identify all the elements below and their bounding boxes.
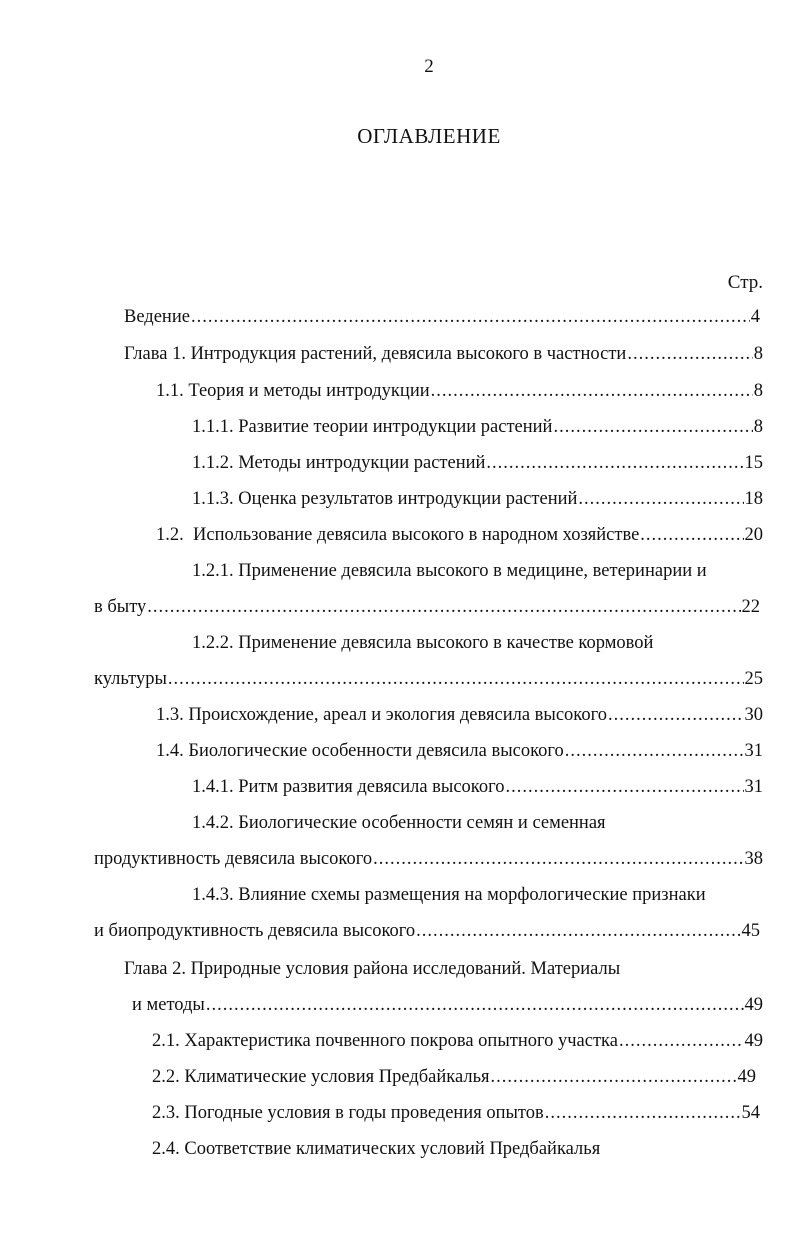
toc-entry-page: 31 — [744, 777, 763, 797]
toc-entry-page: 49 — [744, 995, 763, 1015]
toc-entry — [156, 740, 763, 762]
toc-entry — [192, 776, 763, 798]
toc-entry-page: 22 — [741, 597, 760, 617]
dot-leader — [553, 416, 752, 438]
toc-entry-page: 18 — [744, 489, 763, 509]
toc-entry — [124, 306, 760, 328]
dot-leader — [431, 380, 753, 402]
toc-entry-title: 1.4. Биологические особенности девясила высокого — [156, 741, 564, 761]
toc-entry — [192, 452, 763, 474]
toc-entry-title: Ведение — [124, 307, 190, 327]
toc-entry-title: 2.3. Погодные условия в годы проведения опытов — [152, 1103, 544, 1123]
dot-leader — [147, 596, 740, 618]
dot-leader — [168, 668, 744, 690]
dot-leader — [640, 524, 743, 546]
toc-entry-page: 8 — [753, 417, 763, 437]
dot-leader — [486, 452, 743, 474]
toc-entry — [152, 1102, 760, 1124]
toc-entry-page: 49 — [744, 1031, 763, 1051]
toc-entry-title: 1.1.2. Методы интродукции растений — [192, 453, 486, 473]
toc-entry-title: 1.4.3. Влияние схемы размещения на морфологические признаки — [192, 885, 706, 905]
toc-entry-title: 1.3. Происхождение, ареал и экология девясила высокого — [156, 705, 607, 725]
dot-leader — [545, 1102, 741, 1124]
toc-entry — [152, 1030, 763, 1052]
toc-entry-title: 2.4. Соответствие климатических условий Предбайкалья — [152, 1139, 601, 1159]
toc-entry-page: 30 — [744, 705, 763, 725]
dot-leader — [206, 994, 744, 1016]
dot-leader — [506, 776, 744, 798]
page-number: 2 — [424, 56, 434, 77]
toc-entry-continuation: и методы — [132, 995, 205, 1015]
dot-leader — [491, 1066, 737, 1088]
dot-leader — [608, 704, 744, 726]
toc-entry-page: 45 — [741, 921, 760, 941]
dot-leader — [373, 848, 743, 870]
toc-entry-page: 20 — [744, 525, 763, 545]
toc-entry-page: 49 — [737, 1067, 756, 1087]
toc-entry-continuation: продуктивность девясила высокого — [94, 849, 373, 869]
dot-leader — [578, 488, 743, 510]
toc-entry — [94, 920, 760, 942]
toc-entry-title: 1.1. Теория и методы интродукции — [156, 381, 430, 401]
toc-entry-page: 15 — [744, 453, 763, 473]
toc-entry — [132, 994, 763, 1016]
toc-entry-title: 1.1.1. Развитие теории интродукции растений — [192, 417, 553, 437]
toc-entry — [192, 488, 763, 510]
toc-entry-continuation: культуры — [94, 669, 167, 689]
dot-leader — [416, 920, 740, 942]
toc-entry-title: 1.4.1. Ритм развития девясила высокого — [192, 777, 505, 797]
toc-entry-page: 8 — [753, 344, 763, 364]
toc-entry — [192, 416, 763, 438]
dot-leader — [627, 343, 752, 365]
toc-entry-page: 54 — [741, 1103, 760, 1123]
toc-entry-title: 1.2.1. Применение девясила высокого в медицине, ветеринарии и — [192, 561, 707, 581]
toc-entry — [94, 596, 760, 618]
toc-entry-page: 38 — [744, 849, 763, 869]
toc-entry-title: 2.1. Характеристика почвенного покрова опытного участка — [152, 1031, 618, 1051]
toc-entry-page: 25 — [744, 669, 763, 689]
toc-entry-title: 1.4.2. Биологические особенности семян и семенная — [192, 813, 606, 833]
toc-entry-page: 8 — [753, 381, 763, 401]
toc-entry — [156, 380, 763, 402]
dot-leader — [191, 306, 750, 328]
toc-entry-continuation: в быту — [94, 597, 147, 617]
dot-leader — [565, 740, 744, 762]
toc-entry-page: 4 — [750, 307, 760, 327]
toc-entry-title: Глава 1. Интродукция растений, девясила высокого в частности — [124, 344, 627, 364]
toc-entry-title: Глава 2. Природные условия района исследований. Материалы — [124, 959, 621, 979]
toc-entry-title: 1.2. Использование девясила высокого в народном хозяйстве — [156, 525, 640, 545]
dot-leader — [619, 1030, 744, 1052]
toc-entry-page: 31 — [744, 741, 763, 761]
toc-entry-title: 2.2. Климатические условия Предбайкалья — [152, 1067, 490, 1087]
toc-entry — [156, 524, 763, 546]
toc-entry-title: 1.2.2. Применение девясила высокого в качестве кормовой — [192, 633, 654, 653]
toc-entry — [156, 704, 763, 726]
toc-entry-continuation: и биопродуктивность девясила высокого — [94, 921, 416, 941]
toc-entry — [152, 1066, 756, 1088]
toc-title: ОГЛАВЛЕНИЕ — [357, 124, 501, 148]
toc-entry — [124, 343, 763, 365]
page-column-label: Стр. — [727, 272, 763, 293]
toc-entry — [94, 668, 763, 690]
toc-entry — [94, 848, 763, 870]
toc-entry-title: 1.1.3. Оценка результатов интродукции растений — [192, 489, 578, 509]
